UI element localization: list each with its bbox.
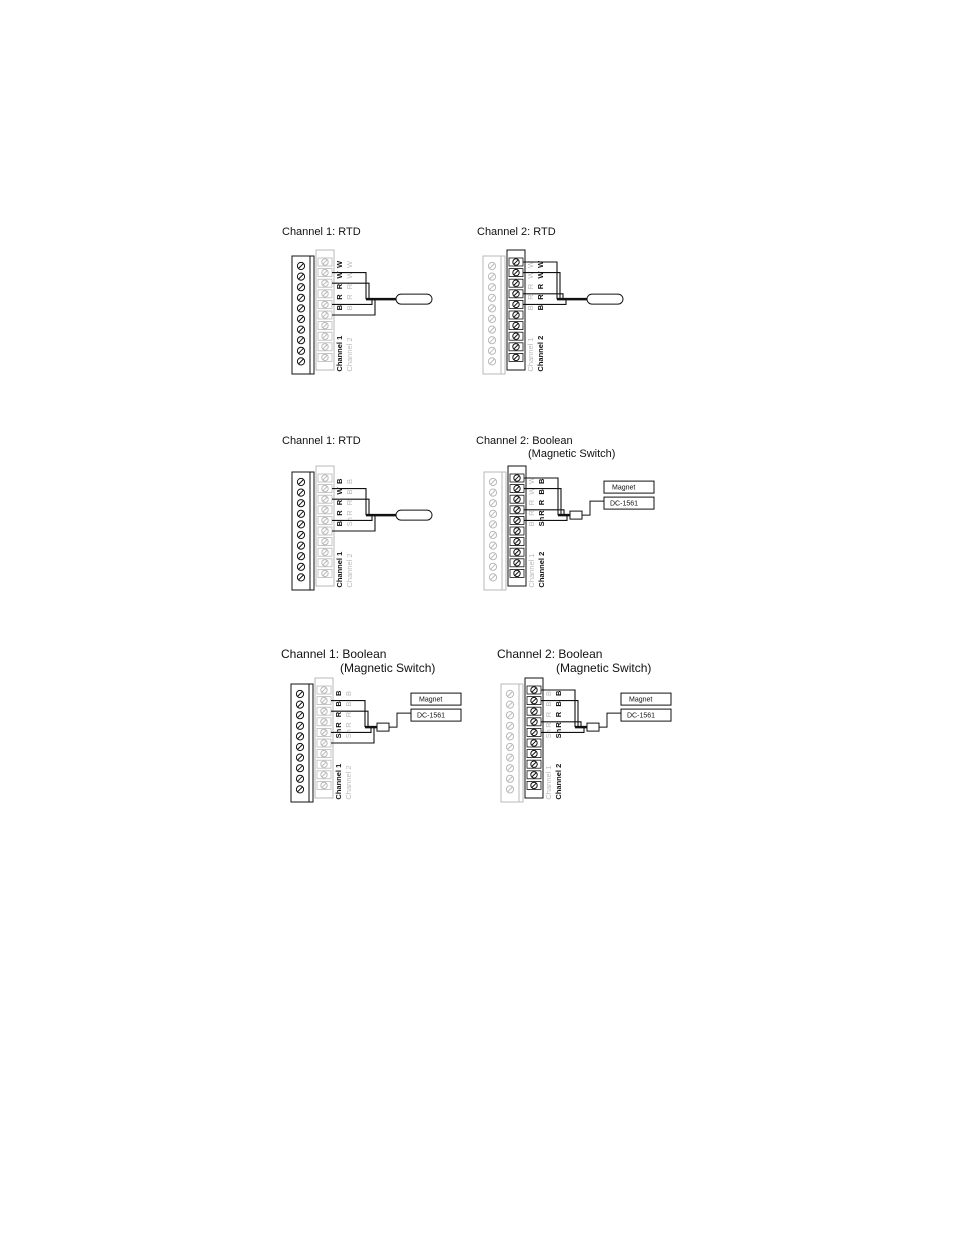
screw-slot (299, 274, 304, 279)
screw-slot (323, 571, 327, 575)
screw-slot (323, 497, 327, 501)
terminal-label: W (526, 260, 535, 268)
screw-slot (515, 539, 519, 543)
terminal-label: W (527, 476, 536, 484)
screw-slot (532, 751, 536, 755)
screw-slot (323, 508, 327, 512)
screw-slot (515, 561, 519, 565)
panel-title: Channel 2: Boolean (476, 435, 573, 447)
screw-slot (508, 723, 513, 728)
terminal-label: B (345, 489, 354, 495)
screw-slot (322, 688, 326, 692)
terminal-label: R (345, 283, 354, 290)
rtd-probe (396, 294, 432, 304)
screw-slot (490, 295, 495, 300)
screw-slot (322, 730, 326, 734)
screw-slot (491, 522, 496, 527)
terminal-label: R (344, 722, 353, 728)
screw-slot (323, 355, 327, 359)
screw-slot (323, 529, 327, 533)
screw-slot (322, 698, 326, 702)
panel-title: Channel 2: Boolean (497, 647, 603, 661)
screw-slot (508, 776, 513, 781)
screw-slot (299, 564, 304, 569)
screw-slot (298, 702, 303, 707)
screw-slot (298, 755, 303, 760)
screw-slot (490, 327, 495, 332)
terminal-label: R (344, 711, 353, 718)
screw-slot (323, 292, 327, 296)
terminal-block-2 (316, 466, 334, 586)
terminal-label: R (345, 510, 354, 516)
cable-connector (377, 723, 389, 731)
screw-slot (491, 564, 496, 569)
screw-slot (299, 338, 304, 343)
terminal-label: B (344, 701, 353, 707)
terminal-label: B (334, 701, 343, 707)
screw-slot (323, 302, 327, 306)
screw-slot (298, 723, 303, 728)
screw-slot (515, 571, 519, 575)
screw-slot (322, 762, 326, 766)
screw-slot (323, 345, 327, 349)
terminal-label: W (335, 487, 344, 495)
screw-slot (508, 766, 513, 771)
screw-slot (299, 480, 304, 485)
screw-slot (514, 355, 518, 359)
screw-slot (515, 550, 519, 554)
terminal-label: W (335, 271, 344, 279)
screw-slot (298, 766, 303, 771)
screw-slot (323, 260, 327, 264)
screw-slot (323, 313, 327, 317)
terminal-label: B (537, 478, 546, 484)
screw-slot (514, 313, 518, 317)
terminal-label: W (527, 487, 536, 495)
terminal-label: W (335, 260, 344, 268)
terminal-label: B (526, 305, 535, 311)
screw-slot (532, 741, 536, 745)
screw-slot (515, 529, 519, 533)
panel-subtitle: (Magnetic Switch) (340, 661, 436, 675)
terminal-label: B (335, 478, 344, 484)
cable-connector (570, 511, 582, 519)
panel-title: Channel 2: RTD (477, 226, 556, 238)
screw-slot (491, 480, 496, 485)
terminal-block-2 (525, 678, 543, 798)
terminal-label: R (536, 283, 545, 290)
screw-slot (323, 486, 327, 490)
terminal-label: B (345, 478, 354, 484)
rtd-probe (396, 510, 432, 520)
terminal-label: Channel 2 (536, 335, 545, 372)
terminal-label: Channel 1 (335, 551, 344, 588)
screw-slot (299, 327, 304, 332)
wiring-diagram (482, 472, 652, 597)
screw-slot (532, 773, 536, 777)
wiring-diagram (481, 256, 671, 381)
terminal-label: R (544, 722, 553, 728)
terminal-label: Channel 1 (526, 337, 535, 372)
screw-slot (322, 751, 326, 755)
screw-slot (323, 561, 327, 565)
terminal-label: R (537, 499, 546, 506)
screw-slot (299, 317, 304, 322)
wire (599, 713, 621, 727)
screw-slot (323, 539, 327, 543)
screw-slot (514, 302, 518, 306)
terminal-label: W (345, 271, 354, 279)
screw-slot (298, 745, 303, 750)
terminal-label: Channel 2 (554, 763, 563, 800)
terminal-label: B (536, 304, 545, 311)
screw-slot (491, 543, 496, 548)
screw-slot (299, 295, 304, 300)
screw-slot (299, 533, 304, 538)
screw-slot (514, 292, 518, 296)
terminal-label: W (526, 271, 535, 279)
terminal-label: B (554, 690, 563, 696)
terminal-label: Channel 2 (345, 337, 354, 372)
rtd-probe (587, 294, 623, 304)
screw-slot (491, 575, 496, 580)
screw-slot (298, 787, 303, 792)
screw-slot (323, 323, 327, 327)
terminal-label: B (334, 690, 343, 696)
screw-slot (514, 334, 518, 338)
screw-slot (508, 745, 513, 750)
screw-slot (514, 270, 518, 274)
screw-slot (490, 338, 495, 343)
terminal-label: W (536, 271, 545, 279)
screw-slot (515, 486, 519, 490)
terminal-label: R (345, 499, 354, 506)
magnet-label: Magnet (419, 696, 443, 704)
terminal-label: Sh (544, 729, 553, 739)
screw-slot (508, 713, 513, 718)
terminal-label: Sh (537, 516, 546, 527)
panel-title: Channel 1: RTD (282, 226, 361, 238)
terminal-block-2 (507, 250, 525, 370)
terminal-label: B (335, 520, 344, 527)
screw-slot (532, 730, 536, 734)
screw-slot (299, 285, 304, 290)
terminal-label: Sh (344, 729, 353, 739)
screw-slot (491, 501, 496, 506)
terminal-block-1-edge (502, 472, 506, 590)
screw-slot (298, 692, 303, 697)
screw-slot (490, 317, 495, 322)
terminal-block-1-edge (310, 256, 314, 374)
terminal-block-1-edge (310, 472, 314, 590)
screw-slot (532, 720, 536, 724)
screw-slot (532, 783, 536, 787)
terminal-label: B (544, 690, 553, 696)
screw-slot (532, 688, 536, 692)
screw-slot (532, 698, 536, 702)
screw-slot (490, 359, 495, 364)
screw-slot (323, 550, 327, 554)
terminal-label: R (526, 283, 535, 290)
terminal-label: Channel 1 (335, 335, 344, 372)
terminal-block-2 (315, 678, 333, 798)
terminal-label: B (537, 489, 546, 495)
terminal-label: Sh (554, 728, 563, 739)
terminal-label: Sh (345, 517, 354, 527)
screw-slot (322, 709, 326, 713)
terminal-label: Channel 1 (334, 763, 343, 800)
screw-slot (299, 359, 304, 364)
terminal-block-2 (508, 466, 526, 586)
screw-slot (299, 348, 304, 353)
terminal-block-1-edge (309, 684, 313, 802)
screw-slot (508, 702, 513, 707)
screw-slot (490, 348, 495, 353)
terminal-label: R (527, 499, 536, 506)
terminal-block-1-edge (519, 684, 523, 802)
magnet-label: Magnet (629, 696, 653, 704)
panel-title: Channel 1: RTD (282, 435, 361, 447)
screw-slot (322, 741, 326, 745)
screw-slot (490, 306, 495, 311)
magnet-label: Magnet (612, 484, 636, 492)
screw-slot (323, 518, 327, 522)
panel-subtitle: (Magnetic Switch) (528, 448, 616, 460)
terminal-label: W (536, 260, 545, 268)
terminal-label: Channel 2 (344, 765, 353, 800)
screw-slot (490, 274, 495, 279)
panel-subtitle: (Magnetic Switch) (556, 661, 652, 675)
terminal-label: R (335, 510, 344, 516)
screw-slot (491, 533, 496, 538)
screw-slot (515, 476, 519, 480)
screw-slot (298, 713, 303, 718)
screw-slot (323, 270, 327, 274)
terminal-label: R (335, 294, 344, 300)
screw-slot (322, 773, 326, 777)
terminal-label: R (335, 499, 344, 506)
terminal-label: B (335, 304, 344, 311)
terminal-label: Channel 1 (544, 765, 553, 800)
wiring-diagram (499, 684, 694, 819)
screw-slot (298, 734, 303, 739)
screw-slot (532, 709, 536, 713)
screw-slot (490, 285, 495, 290)
screw-slot (299, 543, 304, 548)
switch-label: DC-1561 (627, 712, 656, 720)
terminal-label: B (527, 521, 536, 527)
screw-slot (514, 323, 518, 327)
terminal-label: B (344, 690, 353, 696)
screw-slot (491, 511, 496, 516)
terminal-label: R (537, 510, 546, 516)
terminal-label: B (544, 701, 553, 707)
screw-slot (299, 264, 304, 269)
screw-slot (508, 787, 513, 792)
screw-slot (299, 522, 304, 527)
screw-slot (515, 518, 519, 522)
screw-slot (323, 476, 327, 480)
wiring-diagram (289, 684, 499, 819)
screw-slot (299, 511, 304, 516)
cable-connector (587, 723, 599, 731)
screw-slot (490, 264, 495, 269)
terminal-label: W (345, 260, 354, 268)
terminal-label: R (345, 294, 354, 300)
screw-slot (508, 755, 513, 760)
screw-slot (323, 334, 327, 338)
screw-slot (508, 692, 513, 697)
wire (389, 713, 411, 727)
panel-title: Channel 1: Boolean (281, 647, 387, 661)
terminal-label: R (544, 711, 553, 718)
terminal-block-2 (316, 250, 334, 370)
terminal-label: R (335, 283, 344, 290)
screw-slot (514, 281, 518, 285)
screw-slot (514, 345, 518, 349)
terminal-label: R (554, 711, 563, 718)
screw-slot (322, 720, 326, 724)
screw-slot (323, 281, 327, 285)
screw-slot (298, 776, 303, 781)
terminal-label: R (527, 510, 536, 516)
screw-slot (532, 762, 536, 766)
screw-slot (491, 490, 496, 495)
terminal-label: B (554, 701, 563, 707)
terminal-label: B (345, 305, 354, 311)
wiring-diagram (290, 472, 460, 597)
screw-slot (299, 554, 304, 559)
terminal-label: R (536, 294, 545, 300)
terminal-label: Channel 1 (527, 553, 536, 588)
terminal-label: R (334, 711, 343, 718)
terminal-label: R (554, 722, 563, 728)
switch-label: DC-1561 (610, 500, 639, 508)
terminal-label: R (334, 722, 343, 728)
terminal-label: Sh (334, 728, 343, 739)
wire (582, 501, 604, 515)
screw-slot (299, 306, 304, 311)
screw-slot (508, 734, 513, 739)
screw-slot (515, 497, 519, 501)
terminal-label: R (526, 294, 535, 300)
wiring-diagram (290, 256, 460, 381)
screw-slot (514, 260, 518, 264)
screw-slot (299, 575, 304, 580)
screw-slot (299, 501, 304, 506)
terminal-label: Channel 2 (537, 551, 546, 588)
terminal-label: Channel 2 (345, 553, 354, 588)
screw-slot (299, 490, 304, 495)
screw-slot (491, 554, 496, 559)
screw-slot (515, 508, 519, 512)
screw-slot (322, 783, 326, 787)
terminal-block-1-edge (501, 256, 505, 374)
switch-label: DC-1561 (417, 712, 446, 720)
